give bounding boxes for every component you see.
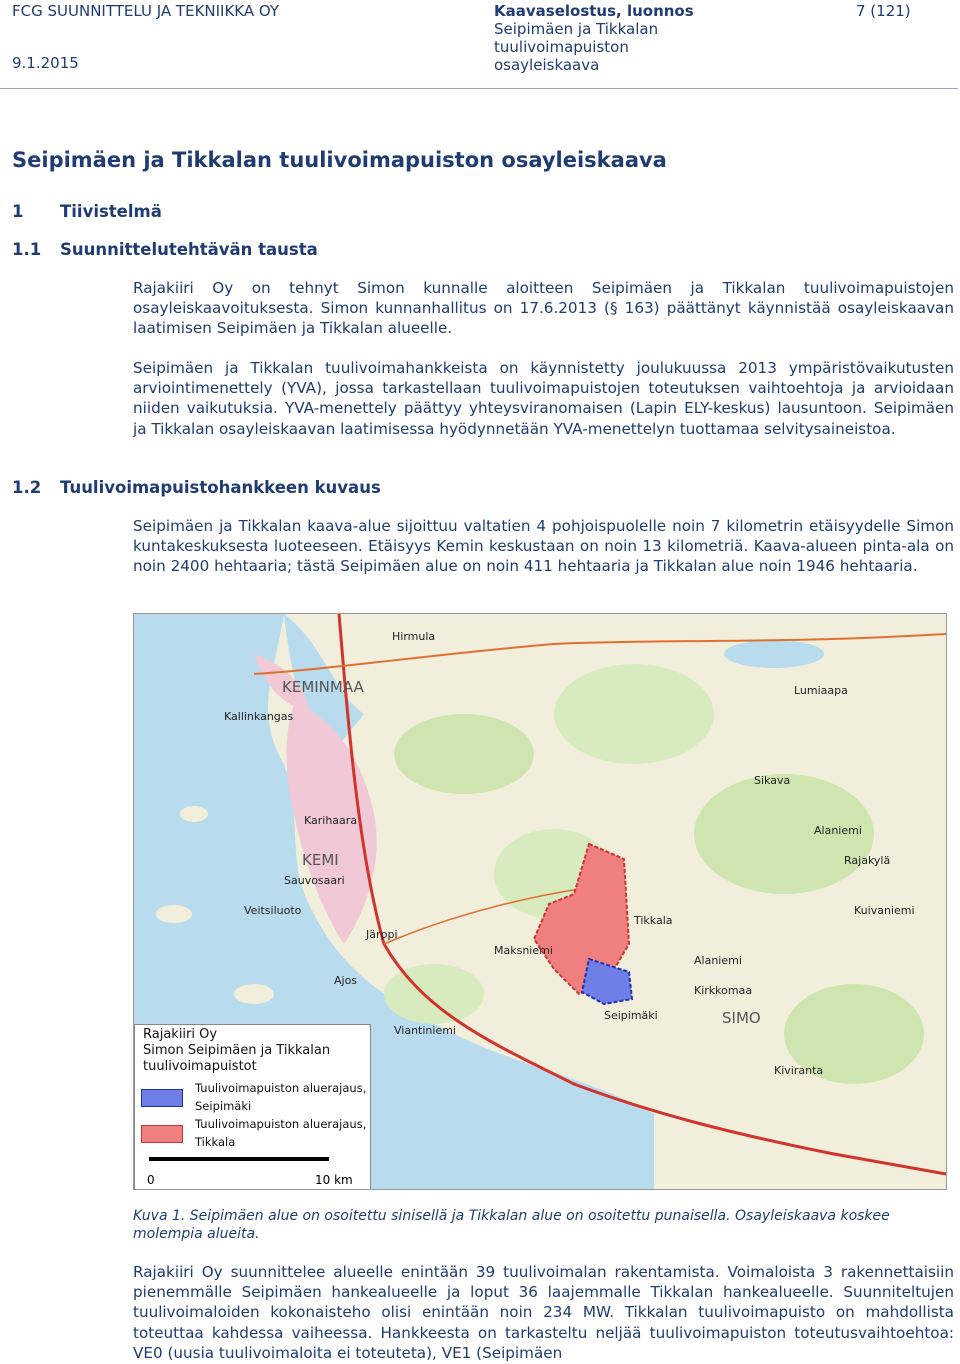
map-label-hirmula: Hirmula	[392, 630, 436, 643]
map-label-veitsiluoto: Veitsiluoto	[244, 904, 302, 917]
map-legend	[134, 1024, 371, 1190]
map-label-ajos: Ajos	[334, 974, 358, 987]
map-label-keminmaa: KEMINMAA	[282, 678, 364, 696]
legend-swatch-seipimaki	[141, 1089, 183, 1107]
scale-start: 0	[147, 1173, 155, 1187]
company-name: FCG SUUNNITTELU JA TEKNIIKKA OY	[12, 2, 280, 20]
heading-number: 1.2	[12, 478, 42, 497]
scale-end: 10 km	[315, 1173, 353, 1187]
map-label-maksniemi: Maksniemi	[494, 944, 553, 957]
map-label-kiviranta: Kiviranta	[774, 1064, 824, 1077]
legend-swatch-tikkala	[141, 1125, 183, 1143]
document-title: Seipimäen ja Tikkalan tuulivoimapuiston osayleiskaava	[12, 148, 667, 172]
map-label-tikkala: Tikkala	[634, 914, 673, 927]
page-number: 7 (121)	[856, 2, 911, 20]
legend-item1-line1: Tuulivoimapuiston aluerajaus,	[195, 1081, 367, 1095]
paragraph-turbines: Rajakiiri Oy suunnittelee alueelle enintään 39 tuulivoimalan rakentamista. Voimaloista 3 rakennettaisiin pienemmälle Seipimäen hankealueelle ja loput 36 laajemmalle Tikkalan hankealueelle. Suunniteltujen tuulivoimaloiden kokonaisteho olisi enintään noin 234 MW. Tikkalan tuulivoimapuisto on mahdollista toteuttaa kahdessa vaiheessa. Hankkeesta on tarkasteltu neljää tuulivoimapuiston toteutusvaihtoehtoa: VE0 (uusia tuulivoimaloita ei toteuteta), VE1 (Seipimäen	[133, 1263, 954, 1362]
map-label-alaniemi: Alaniemi	[694, 954, 742, 967]
doc-title-line1: Seipimäen ja Tikkalan	[494, 20, 659, 38]
map-label-kirkkomaa: Kirkkomaa	[694, 984, 753, 997]
heading-number: 1	[12, 202, 24, 221]
page-header	[0, 0, 960, 90]
map-label-viantiniemi: Viantiniemi	[394, 1024, 456, 1037]
doc-title-line2: tuulivoimapuiston	[494, 38, 629, 56]
map-label-rajakyla: Rajakylä	[844, 854, 891, 867]
map-label-seipimaki: Seipimäki	[604, 1009, 658, 1022]
map-label-jarppi: Järppi	[366, 928, 398, 941]
map-label-alaniemi-2: Alaniemi	[814, 824, 862, 837]
heading-text: Tiivistelmä	[60, 202, 162, 221]
legend-item2-line1: Tuulivoimapuiston aluerajaus,	[195, 1117, 367, 1131]
paragraph-project-description: Seipimäen ja Tikkalan kaava-alue sijoittuu valtatien 4 pohjoispuolelle noin 7 kilometrin etäisyydelle Simon kuntakeskuksesta luoteeseen. Etäisyys Kemin keskustaan on noin 13 kilometriä. Kaava-alueen pinta-ala on noin 2400 hehtaaria; tästä Seipimäen alue on noin 411 hehtaaria ja Tikkalan alue noin 1946 hehtaaria.	[133, 517, 954, 576]
paragraph-eia: Seipimäen ja Tikkalan tuulivoimahankkeista on käynnistetty joulukuussa 2013 ympäristövaikutusten arviointimenettely (YVA), jossa tarkastellaan tuulivoimapuistojen toteutuksen vaihtoehtoja ja arvioidaan niiden vaikutuksia. YVA-menettely päättyy yhteysviranomaisen (Lapin ELY-keskus) lausuntoon. Seipimäen ja Tikkalan osayleiskaavan laatimisessa hyödynnetään YVA-menettelyn tuottamaa selvitysaineistoa.	[133, 359, 954, 438]
map-label-simo: SIMO	[722, 1009, 761, 1027]
legend-title-line1: Rajakiiri Oy	[143, 1027, 218, 1042]
header-doc-info	[494, 2, 694, 74]
header-date: 9.1.2015	[12, 54, 79, 72]
heading-text: Tuulivoimapuistohankkeen kuvaus	[60, 478, 381, 497]
location-map	[133, 613, 947, 1190]
legend-item1-line2: Seipimäki	[195, 1099, 252, 1113]
heading-section-1-2	[12, 478, 381, 497]
scale-bar	[149, 1157, 329, 1161]
legend-title-line3: tuulivoimapuistot	[143, 1059, 257, 1074]
doc-title-line3: osayleiskaava	[494, 56, 600, 74]
map-label-kallinkangas: Kallinkangas	[224, 710, 294, 723]
map-label-kemi: KEMI	[302, 851, 339, 869]
heading-text: Suunnittelutehtävän tausta	[60, 240, 318, 259]
heading-section-1-1	[12, 240, 318, 259]
legend-title-line2: Simon Seipimäen ja Tikkalan	[143, 1043, 331, 1058]
heading-number: 1.1	[12, 240, 42, 259]
paragraph-background: Rajakiiri Oy on tehnyt Simon kunnalle aloitteen Seipimäen ja Tikkalan tuulivoimapuistojen osayleiskaavoituksesta. Simon kunnanhallitus on 17.6.2013 (§ 163) päättänyt käynnistää osayleiskaavan laatimisen Seipimäen ja Tikkalan alueelle.	[133, 279, 954, 338]
header-divider	[0, 88, 958, 89]
map-label-kuivaniemi: Kuivaniemi	[854, 904, 915, 917]
doc-type: Kaavaselostus, luonnos	[494, 2, 694, 20]
map-label-sikava: Sikava	[754, 774, 791, 787]
map-label-lumiaapa: Lumiaapa	[794, 684, 848, 697]
heading-section-1	[12, 202, 162, 221]
figure-caption: Kuva 1. Seipimäen alue on osoitettu sinisellä ja Tikkalan alue on osoitettu punaisella. Osayleiskaava koskee molempia alueita.	[133, 1208, 890, 1242]
map-label-sauvosaari: Sauvosaari	[284, 874, 345, 887]
legend-item2-line2: Tikkala	[195, 1135, 236, 1149]
map-label-karihaara: Karihaara	[304, 814, 358, 827]
